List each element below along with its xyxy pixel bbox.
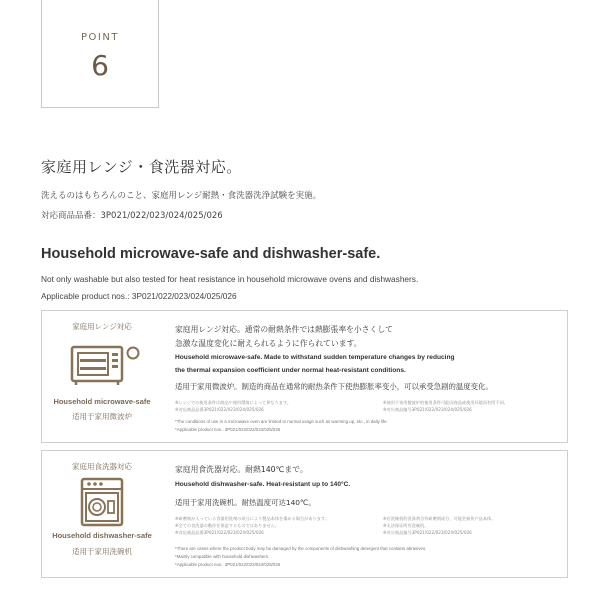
detail-en-line-1: Household microwave-safe. Made to withstand sudden temperature changes by reducing — [175, 354, 455, 361]
card-header-jp: 家庭用食洗器対応 — [72, 462, 132, 471]
note: ※若洗碗机的洗涤剂含有研磨剂成分，可能会损伤产品本体。 — [383, 516, 496, 521]
detail-en-line-2: the thermal expansion coefficient under normal heat-resistant conditions. — [175, 367, 406, 374]
dishwasher-card — [41, 450, 568, 578]
detail-jp-line-1: 家庭用食洗器対応。耐熱140℃まで。 — [175, 465, 308, 474]
point-label: POINT — [81, 32, 119, 43]
note: ※レンジでの使用条件は商品や使用環境によって異なります。 — [175, 400, 292, 405]
notes-left — [175, 515, 329, 536]
card-header-jp: 家庭用レンジ対応 — [72, 322, 132, 331]
detail-jp-line-2: 急激な温度変化に耐えられるように作られています。 — [175, 339, 362, 348]
dishwasher-card-details — [175, 451, 559, 577]
microwave-card-label-column — [42, 311, 162, 442]
note: ※对应商品编号3P021/022/023/024/025/026 — [383, 530, 472, 535]
note: ※对应商品编号3P021/022/023/024/025/026 — [383, 407, 472, 412]
note: ※全ての食洗器の動作を保証するものではありません。 — [175, 523, 280, 528]
card-label-cn: 适用于家用微波炉 — [72, 412, 132, 421]
dishwasher-icon — [80, 477, 124, 531]
footnote-line-2: *Applicable product nos.: 3P021/022/023/024/025/026 — [175, 427, 281, 432]
card-label-en: Household microwave-safe — [53, 397, 151, 406]
note: ※対応商品品番3P021/022/023/024/025/026 — [175, 530, 264, 535]
point-number: 6 — [91, 49, 109, 82]
notes-right — [383, 515, 495, 536]
detail-jp-line-1: 家庭用レンジ対応。通常の耐熱条件では熱膨張率を小さくして — [175, 325, 393, 334]
card-label-cn: 适用于家用洗碗机 — [72, 547, 132, 556]
footnote-line-2: *Mainly compatible with household dishwashers. — [175, 554, 270, 559]
notes-left — [175, 399, 291, 413]
en-title: Household microwave-safe and dishwasher-safe. — [41, 246, 381, 262]
microwave-card — [41, 310, 568, 443]
en-description: Not only washable but also tested for heat resistance in household microwave ovens and dishwashers. — [41, 274, 419, 284]
footnote-line-3: *Applicable product nos.: 3P021/022/023/024/025/026 — [175, 562, 281, 567]
jp-description: 洗えるのはもちろんのこと、家庭用レンジ耐熱・食洗器洗浄試験を実施。 — [41, 191, 322, 201]
notes-right — [383, 399, 508, 413]
dishwasher-card-label-column — [42, 451, 162, 577]
jp-products: 対応商品品番：3P021/022/023/024/025/026 — [41, 211, 223, 221]
detail-cn-line: 适用于家用微波炉。制造的商品在通常的耐热条件下使热膨胀率变小，可以承受急剧的温度变化。 — [175, 382, 493, 391]
note: ※无法保证所有洗碗机。 — [383, 523, 429, 528]
microwave-icon — [70, 343, 140, 393]
detail-cn-line: 适用于家用洗碗机。耐热温度可达140℃。 — [175, 498, 316, 507]
microwave-card-details — [175, 311, 559, 442]
jp-title: 家庭用レンジ・食洗器対応。 — [41, 158, 242, 176]
note: ※研磨剤が入っている食器用洗剤の成分により製品本体を傷める場合があります。 — [175, 516, 329, 521]
footnote-line-1: *There are cases where the product body may be damaged by the components of dishwashing detergent that contains abrasives. — [175, 546, 427, 551]
note: ※使用于家用微波炉的使用条件可能因商品或使用环境而有所不同。 — [383, 400, 508, 405]
en-products: Applicable product nos.: 3P021/022/023/024/025/026 — [41, 291, 237, 301]
card-label-en: Household dishwasher-safe — [52, 531, 152, 540]
note: ※対応商品品番3P021/022/023/024/025/026 — [175, 407, 264, 412]
point-badge — [41, 0, 159, 108]
detail-en-line-1: Household dishwasher-safe. Heat-resistant up to 140°C. — [175, 481, 351, 488]
footnote-line-1: *The conditions of use in a microwave oven are limited to normal usage such as warming up, etc., in daily life. — [175, 419, 388, 424]
